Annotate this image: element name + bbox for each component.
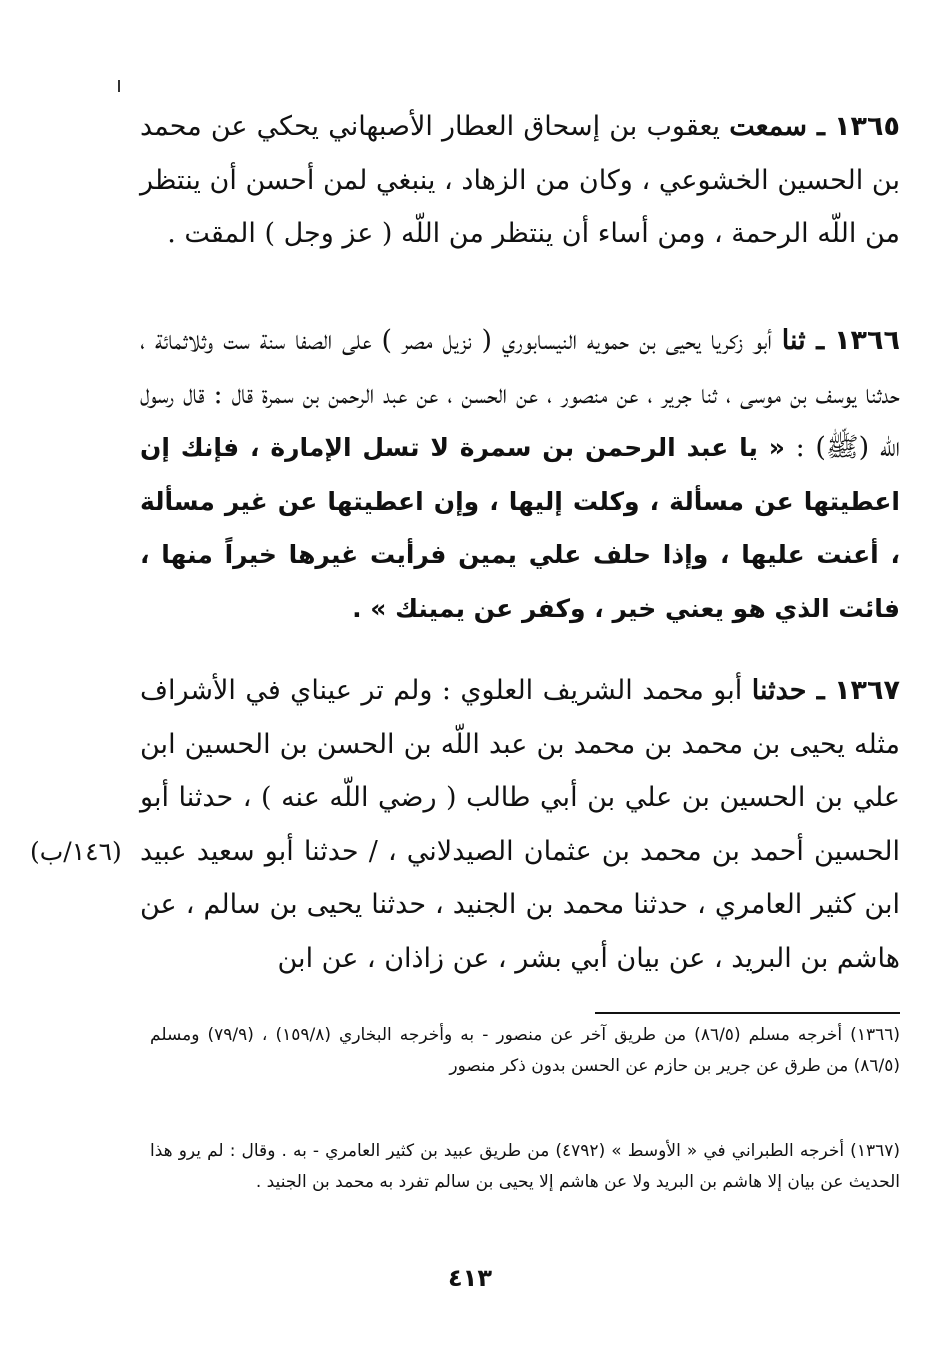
entry-number: ١٣٦٧	[834, 675, 900, 706]
footnote-1366: (١٣٦٦) أخرجه مسلم (٨٦/٥) من طريق آخر عن منصور - به وأخرجه البخاري (١٥٩/٨) ، (٧٩/٩) ومسلم (٨٦/٥) من طرق عن جرير بن حازم عن الحسن بدون ذكر منصور	[150, 1025, 900, 1076]
manuscript-folio-reference: (١٤٦/ب)	[30, 837, 122, 866]
entry-lead: ـ ثنا	[781, 325, 825, 356]
entry-text: أبو محمد الشريف العلوي : ولم تر عيناي في الأشراف مثله يحيى بن محمد بن محمد بن عبد اللّه بن الحسن بن الحسين ابن علي بن الحسين بن علي بن أبي طالب ( رضي اللّه عنه ) ، حدثنا أبو الحسين أحمد بن محمد بن عثمان الصيدلاني ، / حدثنا أبو سعيد عبيد ابن كثير العامري ، حدثنا محمد بن الجنيد ، حدثنا يحيى بن سالم ، عن هاشم بن البريد ، عن بيان أبي بشر ، عن زاذان ، عن ابن	[140, 675, 900, 974]
entry-text: يعقوب بن إسحاق العطار الأصبهاني يحكي عن محمد بن الحسين الخشوعي ، وكان من الزهاد ، ينبغي لمن أحسن أن ينتظر من اللّه الرحمة ، ومن أساء أن ينتظر من اللّه ( عز وجل ) المقت .	[140, 111, 900, 249]
page-number: ٤١٣	[448, 1264, 492, 1292]
paragraph-1365	[140, 100, 900, 261]
paragraph-1367	[140, 664, 900, 985]
entry-text: أبو زكريا يحيى بن حمويه النيسابوري ( نزيل مصر ) على الصفا سنة ست وثلاثمائة ، حدثنا يوسف بن موسى ، ثنا جرير ، عن منصور ، عن الحسن ، عن عبد الرحمن بن سمرة قال : قال رسول اللّه (ﷺ) :	[140, 325, 900, 463]
entry-number: ١٣٦٦	[834, 325, 900, 356]
footnote-1367: (١٣٦٧) أخرجه الطبراني في « الأوسط » (٤٧٩٢) من طريق عبيد بن كثير العامري - به . وقال : لم يرو هذا الحديث عن بيان إلا هاشم بن البريد ولا عن هاشم إلا يحيى بن سالم تفرد به محمد بن الجنيد .	[150, 1141, 900, 1192]
hadith-quote: « يا عبد الرحمن بن سمرة لا تسل الإمارة ، فإنك إن اعطيتها عن مسألة ، وكلت إليها ، وإن اعطيتها عن غير مسألة ، أعنت عليها ، وإذا حلف علي يمين فرأيت غيرها خيراً منها ، فائت الذي هو يعني خير ، وكفر عن يمينك » .	[140, 433, 900, 623]
entry-number: ١٣٦٥	[834, 111, 900, 142]
entry-lead: ـ سمعت	[729, 111, 825, 142]
footnote-separator	[595, 1012, 900, 1014]
paragraph-1366	[140, 314, 900, 635]
margin-tick-mark	[118, 80, 120, 92]
entry-lead: ـ حدثنا	[751, 675, 825, 706]
